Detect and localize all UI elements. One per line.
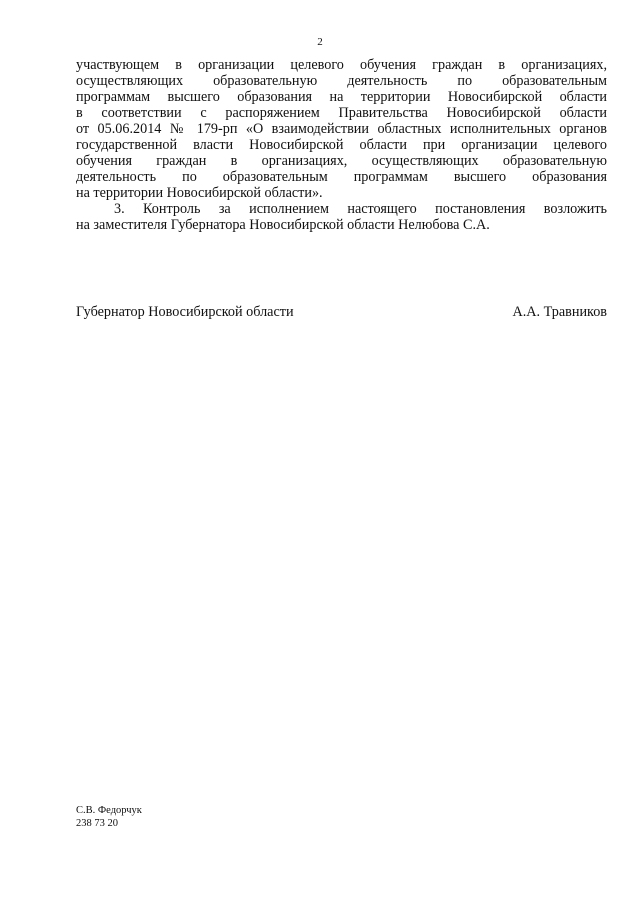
paragraph-line: обучения граждан в организациях, осуществляющих образовательную	[76, 153, 607, 169]
page-number: 2	[317, 36, 323, 48]
signatory-name: А.А. Травников	[512, 304, 607, 320]
paragraph-line: от 05.06.2014 № 179-рп «О взаимодействии областных исполнительных органов	[76, 121, 607, 137]
signatory-title: Губернатор Новосибирской области	[76, 304, 294, 320]
paragraph-line: в соответствии с распоряжением Правительства Новосибирской области	[76, 105, 607, 121]
signature-block	[76, 304, 607, 322]
executor-footer	[76, 804, 142, 830]
item3-line: на заместителя Губернатора Новосибирской области Нелюбова С.А.	[76, 217, 490, 233]
body-text	[76, 57, 607, 233]
paragraph-line: участвующем в организации целевого обучения граждан в организациях,	[76, 57, 607, 73]
paragraph-line: деятельность по образовательным программам высшего образования	[76, 169, 607, 185]
paragraph-line: программам высшего образования на территории Новосибирской области	[76, 89, 607, 105]
paragraph-line: государственной власти Новосибирской области при организации целевого	[76, 137, 607, 153]
paragraph-line: осуществляющих образовательную деятельность по образовательным	[76, 73, 607, 89]
executor-name: С.В. Федорчук	[76, 805, 142, 816]
paragraph-line: на территории Новосибирской области».	[76, 185, 323, 201]
executor-phone: 238 73 20	[76, 818, 118, 829]
item3-line: 3. Контроль за исполнением настоящего постановления возложить	[114, 201, 607, 217]
